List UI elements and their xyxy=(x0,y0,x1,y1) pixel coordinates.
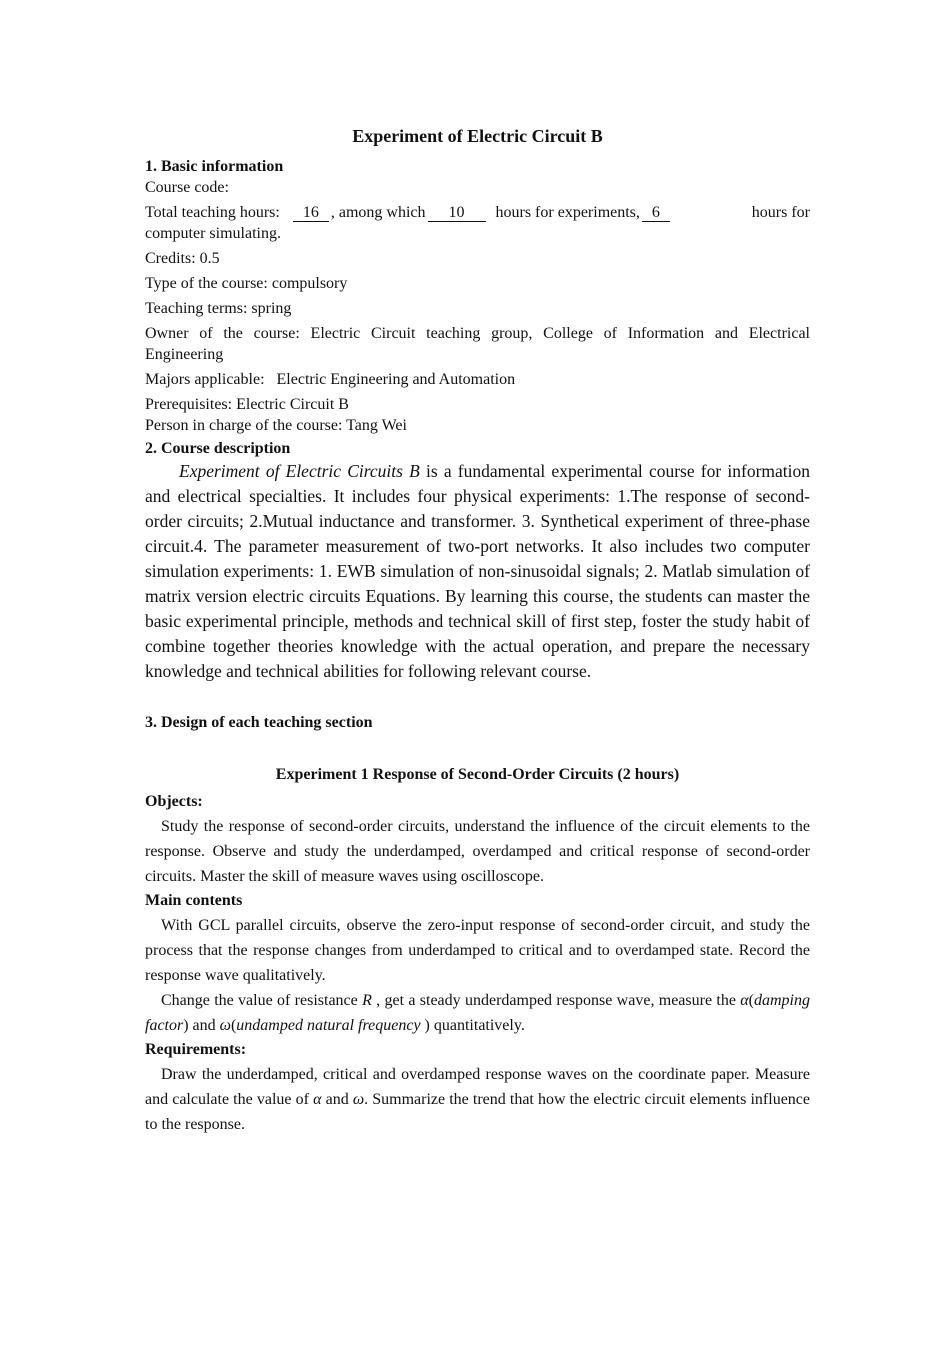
teaching-hours xyxy=(145,202,810,223)
main-p2-text-f: ) quantitatively. xyxy=(420,1017,525,1034)
course-type: Type of the course: compulsory xyxy=(145,275,348,292)
main-p2-text-a: Change the value of resistance xyxy=(161,992,363,1009)
hours-exp-value: 10 xyxy=(428,205,486,222)
main-p2-paren-open: ( xyxy=(748,992,754,1009)
main-p2-text-b: , get a steady underdamped response wave, measure the xyxy=(371,992,741,1009)
main-contents-heading: Main contents xyxy=(145,892,243,909)
hours-label: Total teaching hours: xyxy=(145,204,280,221)
hours-sim-label: hours for xyxy=(751,204,810,221)
teaching-terms: Teaching terms: spring xyxy=(145,300,292,317)
omega-symbol: ω xyxy=(219,1017,231,1034)
course-name-italic: Experiment of Electric Circuits B xyxy=(179,461,420,481)
section-course-description-heading: 2. Course description xyxy=(145,440,291,457)
alpha-symbol: α xyxy=(740,992,749,1009)
document-title: Experiment of Electric Circuit B xyxy=(352,126,603,146)
req-text-a: Draw the underdamped, critical and overdamped response waves on the coordinate paper. Measure and calculate the value of xyxy=(145,1066,810,1108)
objects-text: Study the response of second-order circuits, understand the influence of the circuit elements to the response. Observe and study the underdamped, overdamped and critical response of second-order circuits. Master the skill of measure waves using oscilloscope. xyxy=(145,818,810,885)
req-text-b: . Summarize the trend that how the electric circuit elements influence to the response. xyxy=(145,1091,810,1133)
main-contents-paragraph-1: With GCL parallel circuits, observe the zero-input response of second-order circuit, and study the process that the response changes from underdamped to critical and to overdamped state. Record the response wave qualitatively. xyxy=(145,917,810,984)
hours-sim-value: 6 xyxy=(642,205,670,222)
document-page xyxy=(145,125,810,1137)
prerequisites: Prerequisites: Electric Circuit B xyxy=(145,396,349,413)
credits: Credits: 0.5 xyxy=(145,250,220,267)
course-description xyxy=(145,459,810,684)
section-basic-information-heading: 1. Basic information xyxy=(145,158,284,175)
majors-applicable: Majors applicable: Electric Engineering and Automation xyxy=(145,371,516,388)
req-alpha-symbol: α xyxy=(313,1091,322,1108)
req-omega-symbol: ω xyxy=(352,1091,365,1108)
main-p2-text-d: ) and xyxy=(183,1017,220,1034)
main-contents-paragraph-2 xyxy=(145,988,810,1038)
damping-factor-text: damping factor xyxy=(145,992,810,1034)
person-in-charge: Person in charge of the course: Tang Wei xyxy=(145,417,407,434)
experiment-1-title: Experiment 1 Response of Second-Order Circuits (2 hours) xyxy=(275,766,680,783)
undamped-frequency-text: undamped natural frequency xyxy=(236,1017,421,1034)
course-description-text: is a fundamental experimental course for information and electrical specialties. It includes four physical experiments: 1.The response of second-order circuits; 2.Mutual inductance and transformer. 3. Synthetical experiment of three-phase circuit.4. The parameter measurement of two-port networks. It also includes two computer simulation experiments: 1. EWB simulation of non-sinusoidal signals; 2. Matlab simulation of matrix version electric circuits Equations. By learning this course, the students can master the basic experimental principle, methods and technical skill of first step, foster the study habit of combine together theories knowledge with the actual operation, and prepare the necessary knowledge and technical abilities for following relevant course. xyxy=(145,461,810,681)
req-and: and xyxy=(321,1091,353,1108)
hours-sim-continuation: computer simulating. xyxy=(145,225,281,242)
requirements-text xyxy=(145,1062,810,1137)
resistance-symbol: R xyxy=(362,992,372,1009)
main-p2-paren-open-2: ( xyxy=(230,1017,237,1034)
hours-exp-label: hours for experiments, xyxy=(495,204,640,221)
section-design-heading: 3. Design of each teaching section xyxy=(145,714,373,731)
requirements-heading: Requirements: xyxy=(145,1041,247,1058)
hours-total-value: 16 xyxy=(293,205,329,222)
hours-among-label: , among which xyxy=(330,204,426,221)
objects-heading: Objects: xyxy=(145,793,203,810)
course-owner: Owner of the course: Electric Circuit teaching group, College of Information and Electrical Engineering xyxy=(145,325,810,363)
course-code: Course code: xyxy=(145,179,229,196)
